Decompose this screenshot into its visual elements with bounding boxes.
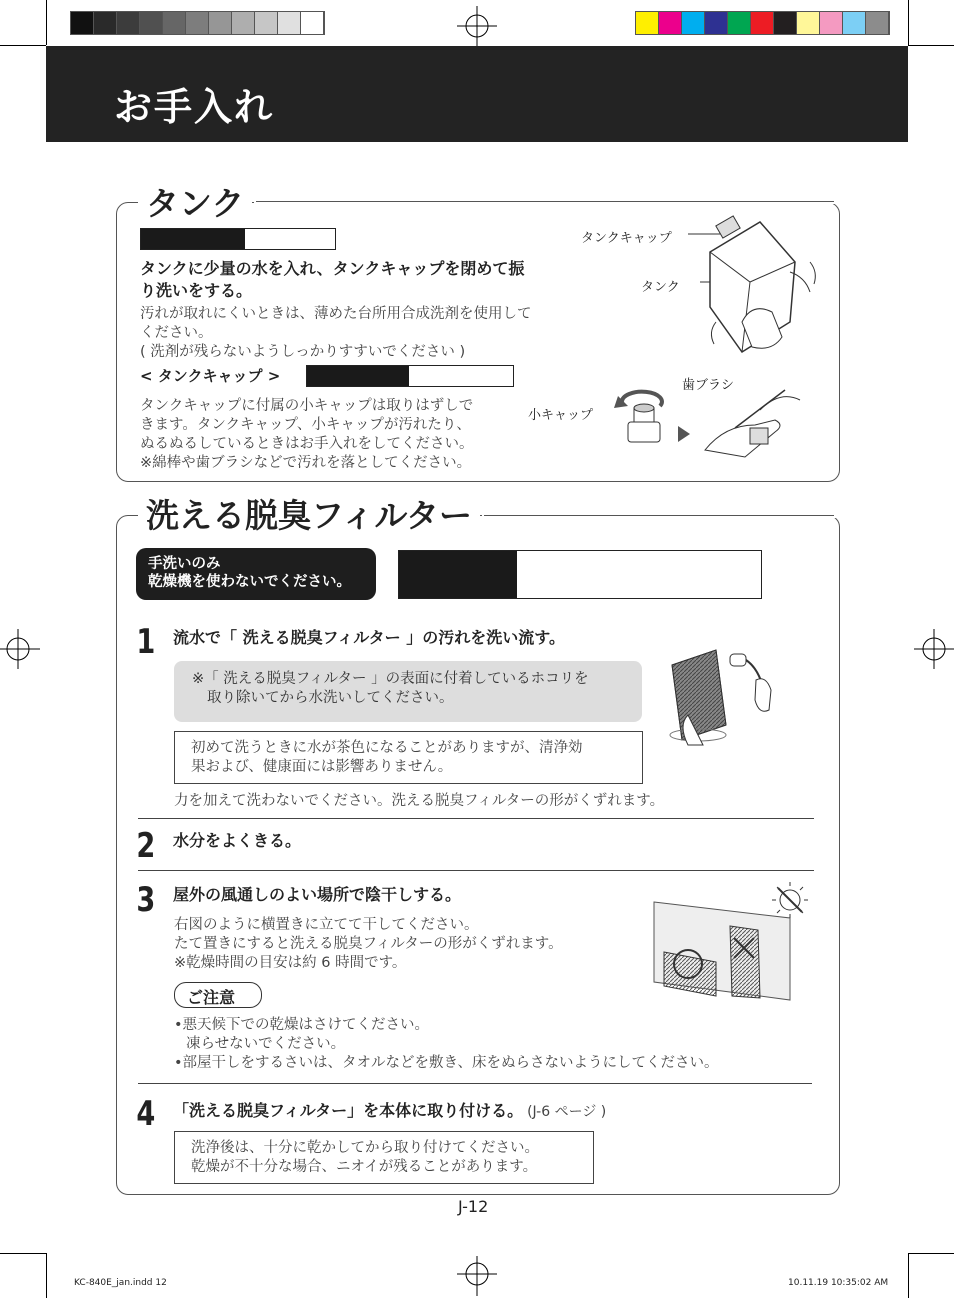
- step-divider: [138, 1083, 812, 1084]
- color-swatch: [163, 12, 186, 34]
- caution-badge: [174, 982, 262, 1008]
- color-swatch: [232, 12, 255, 34]
- filter-section-title: 洗える脱臭フィルター: [138, 490, 480, 537]
- registration-target-icon: [0, 629, 40, 669]
- tank-cap-line2: きます。タンクキャップ、小キャップが汚れたり、: [140, 417, 471, 433]
- cap-cleaning-illustration-icon: [610, 380, 810, 470]
- step1-note: [174, 661, 642, 722]
- page-title: お手入れ: [114, 85, 275, 129]
- color-swatch: [117, 12, 140, 34]
- crop-mark: [46, 1253, 47, 1298]
- color-swatch: [278, 12, 301, 34]
- step1-note-line2: 取り除いてから水洗いしてください。: [207, 690, 454, 706]
- drying-filter-illustration-icon: [650, 878, 815, 1003]
- color-swatch: [751, 12, 774, 34]
- tank-section-title: タンク: [138, 178, 252, 225]
- step3-line2: たて置きにすると洗える脱臭フィルターの形がくずれます。: [174, 936, 563, 952]
- label-toothbrush: 歯ブラシ: [682, 378, 735, 393]
- crop-mark: [908, 1253, 909, 1298]
- step1-info-box: [174, 731, 643, 784]
- filter-panel: [116, 515, 840, 1195]
- caution1-line1: •悪天候下での乾燥はさけてください。: [174, 1017, 430, 1033]
- badge-line1: 手洗いのみ: [148, 556, 221, 572]
- step3-line3: ※乾燥時間の目安は約 6 時間です。: [174, 955, 407, 971]
- crop-mark: [46, 0, 47, 45]
- page-number: J-12: [458, 1197, 489, 1216]
- file-name: KC-840E_jan.indd 12: [74, 1278, 167, 1288]
- badge-line2: 乾燥機を使わないでください。: [148, 574, 351, 590]
- tank-illustration-icon: [660, 212, 820, 362]
- page-reference: (J-6 ページ ): [527, 1104, 607, 1120]
- registration-target-icon: [914, 629, 954, 669]
- step3-title: 屋外の風通しのよい場所で陰干しする。: [173, 885, 462, 904]
- tank-cap-line3: ぬるぬるしているときはお手入れをしてください。: [140, 436, 474, 452]
- step4-title-text: 「洗える脱臭フィルター」を本体に取り付ける。: [173, 1101, 524, 1120]
- registration-target-icon: [457, 1256, 497, 1296]
- tank-cap-heading: < タンクキャップ >: [140, 367, 281, 385]
- step3-line1: 右図のように横置きに立てて干してください。: [174, 917, 479, 933]
- title-rule: [484, 515, 834, 516]
- step-divider: [138, 870, 814, 871]
- handwash-badge: [136, 548, 376, 600]
- step4-box-line1: 洗浄後は、十分に乾かしてから取り付けてください。: [191, 1140, 539, 1156]
- step1-note-line1: ※「 洗える脱臭フィルター 」の表面に付着しているホコリを: [192, 671, 589, 687]
- color-swatch: [71, 12, 94, 34]
- crop-mark: [0, 45, 46, 46]
- color-swatch: [186, 12, 209, 34]
- color-swatch: [140, 12, 163, 34]
- color-swatch: [774, 12, 797, 34]
- washing-filter-illustration-icon: [668, 640, 788, 750]
- redacted-bar: [140, 228, 336, 250]
- step2-title: 水分をよくきる。: [173, 831, 302, 850]
- color-swatch: [682, 12, 705, 34]
- color-swatch: [209, 12, 232, 34]
- tank-desc-line2: ください。: [140, 325, 213, 341]
- step4-info-box: [174, 1131, 594, 1184]
- sun-icon: [772, 882, 808, 918]
- step-number: 4: [136, 1094, 156, 1134]
- color-swatch: [301, 12, 324, 34]
- color-bar: [635, 11, 890, 35]
- label-tank-cap: タンクキャップ: [581, 231, 672, 246]
- caution1-line2: 凍らせないでください。: [186, 1036, 346, 1052]
- crop-mark: [908, 1253, 954, 1254]
- color-swatch: [659, 12, 682, 34]
- tank-cap-line4: ※綿棒や歯ブラシなどで汚れを落としてください。: [140, 455, 472, 471]
- color-swatch: [636, 12, 659, 34]
- step1-title: 流水で「 洗える脱臭フィルター 」の汚れを洗い流す。: [173, 628, 565, 647]
- caution-label: ご注意: [187, 988, 236, 1007]
- color-swatch: [866, 12, 889, 34]
- crop-mark: [908, 0, 909, 45]
- crop-mark: [0, 1253, 46, 1254]
- color-swatch: [705, 12, 728, 34]
- color-swatch: [820, 12, 843, 34]
- step-divider: [138, 818, 814, 819]
- timestamp: 10.11.19 10:35:02 AM: [788, 1278, 889, 1288]
- label-tank: タンク: [641, 280, 680, 295]
- label-small-cap: 小キャップ: [528, 408, 594, 423]
- tank-heading-line1: タンクに少量の水を入れ、タンクキャップを閉めて振: [140, 259, 525, 278]
- step-number: 3: [136, 880, 156, 920]
- registration-target-icon: [457, 6, 497, 46]
- color-swatch: [728, 12, 751, 34]
- step4-box-line2: 乾燥が不十分な場合、ニオイが残ることがあります。: [191, 1159, 538, 1175]
- step-number: 2: [136, 826, 156, 866]
- redacted-bar: [306, 365, 514, 387]
- step-number: 1: [136, 622, 156, 662]
- color-swatch: [255, 12, 278, 34]
- page-header: [46, 46, 908, 142]
- step1-box-line1: 初めて洗うときに水が茶色になることがありますが、清浄効: [191, 740, 583, 756]
- step1-box-line2: 果および、健康面には影響ありません。: [191, 759, 453, 775]
- tank-heading-line2: り洗いをする。: [140, 281, 253, 300]
- title-rule: [256, 201, 834, 202]
- tank-desc-line1: 汚れが取れにくいときは、薄めた台所用合成洗剤を使用して: [140, 306, 532, 322]
- redacted-bar: [398, 550, 762, 599]
- step4-title: [173, 1100, 606, 1123]
- tank-cap-line1: タンクキャップに付属の小キャップは取りはずしで: [140, 398, 474, 414]
- color-swatch: [797, 12, 820, 34]
- crop-mark: [908, 45, 954, 46]
- grayscale-bar: [70, 11, 325, 35]
- caution2: •部屋干しをするさいは、タオルなどを敷き、床をぬらさないようにしてください。: [174, 1055, 719, 1071]
- tank-desc-line3: ( 洗剤が残らないようしっかりすすいでください ): [140, 344, 466, 360]
- color-swatch: [94, 12, 117, 34]
- color-swatch: [843, 12, 866, 34]
- step1-warning: 力を加えて洗わないでください。洗える脱臭フィルターの形がくずれます。: [174, 793, 665, 809]
